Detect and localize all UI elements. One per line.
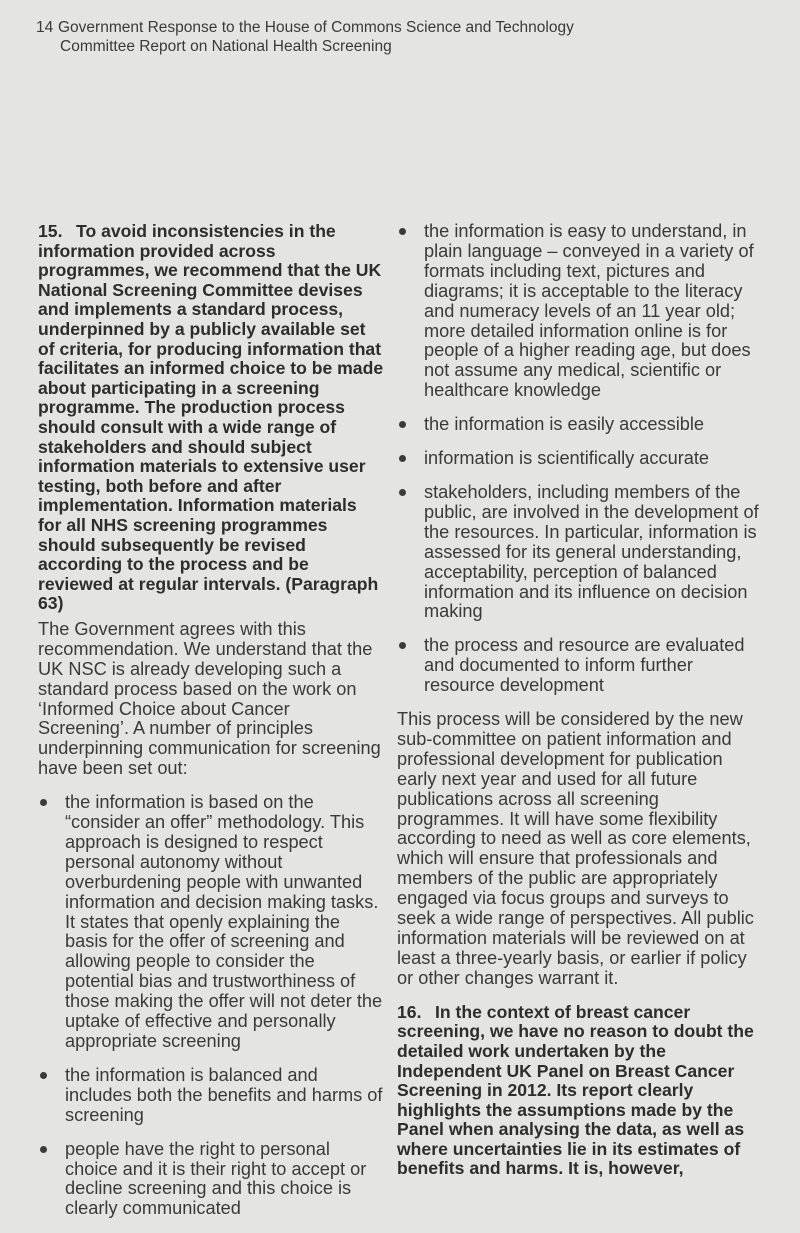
bullet-icon bbox=[399, 642, 406, 649]
bullet-icon bbox=[399, 455, 406, 462]
list-item-text: stakeholders, including members of the public, are involved in the development of the resources. In particular, information is assessed for its general understanding, acceptability, perception of balanced information and its influence on decision making bbox=[424, 481, 759, 622]
recommendation-number: 15. bbox=[38, 221, 63, 241]
bullet-icon bbox=[40, 799, 47, 806]
right-column bbox=[397, 222, 767, 1185]
list-item-text: the information is based on the “consider an offer” methodology. This approach is designed to respect personal autonomy without overburdening people with unwanted information and decision making tasks. It states that openly explaining the basis for the offer of screening and allowing people to consider the potential bias and trustworthiness of those making the offer will not deter the uptake of effective and personally appropriate screening bbox=[65, 792, 383, 1051]
list-item-text: the information is easily accessible bbox=[424, 414, 705, 435]
government-response: The Government agrees with this recommendation. We understand that the UK NSC is already developing such a standard process based on the work on ‘Informed Choice about Cancer Screening’. A number of principles underpinning communication for screening have been set out: bbox=[38, 618, 381, 779]
list-item-text: the process and resource are evaluated and documented to inform further resource development bbox=[424, 635, 745, 696]
header-title-line-1: Government Response to the House of Commons Science and Technology bbox=[58, 19, 574, 36]
left-column bbox=[38, 222, 384, 1233]
principles-list-left bbox=[38, 793, 384, 1219]
page-header bbox=[36, 18, 776, 56]
list-item-text: information is scientifically accurate bbox=[424, 448, 710, 469]
recommendation-text: To avoid inconsistencies in the information provided across programmes, we recommend that the UK National Screening Committee devises and implements a standard process, underpinned by a publicly available set of criteria, for producing information that facilitates an informed choice to be made about participating in a screening programme. The production process should consult with a wide range of stakeholders and should subject information materials to extensive user testing, both before and after implementation. Information materials for all NHS screening programmes should subsequently be revised according to the process and be reviewed at regular intervals. (Paragraph 63) bbox=[38, 221, 384, 614]
list-item bbox=[38, 793, 384, 1052]
process-paragraph: This process will be considered by the new sub-committee on patient information and professional development for publication early next year and used for all future publications across all screening programmes. It will have some flexibility according to need as well as core elements, which will ensure that professionals and members of the public are appropriately engaged via focus groups and surveys to seek a wide range of perspectives. All public information materials will be reviewed on at least a three-yearly basis, or earlier if policy or other changes warrant it. bbox=[397, 709, 754, 988]
list-item bbox=[397, 449, 767, 469]
recommendation-text: In the context of breast cancer screening, we have no reason to doubt the detailed work undertaken by the Independent UK Panel on Breast Cancer Screening in 2012. Its report clearly highlights the assumptions made by the Panel when analysing the data, as well as where uncertainties lie in its estimates of benefits and harms. It is, however, bbox=[397, 1001, 754, 1179]
bullet-icon bbox=[399, 489, 406, 496]
list-item bbox=[397, 415, 767, 435]
list-item bbox=[397, 636, 767, 696]
list-item bbox=[38, 1066, 384, 1126]
bullet-icon bbox=[399, 228, 406, 235]
list-item-text: people have the right to personal choice and it is their right to accept or decline screening and this choice is clearly communicated bbox=[65, 1138, 367, 1219]
bullet-icon bbox=[40, 1072, 47, 1079]
page-number: 14 bbox=[36, 19, 54, 36]
header-line-1 bbox=[36, 18, 776, 37]
list-item bbox=[38, 1140, 384, 1220]
recommendation-16 bbox=[397, 1003, 767, 1179]
recommendation-15 bbox=[38, 222, 384, 614]
recommendation-number: 16. bbox=[397, 1001, 422, 1022]
bullet-icon bbox=[40, 1146, 47, 1153]
list-item-text: the information is easy to understand, in plain language – conveyed in a variety of formats including text, pictures and diagrams; it is acceptable to the literacy and numeracy levels of an 11 year old; more detailed information online is for people of a higher reading age, but does not assume any medical, scientific or healthcare knowledge bbox=[424, 221, 754, 401]
principles-list-right bbox=[397, 222, 767, 696]
list-item-text: the information is balanced and includes both the benefits and harms of screening bbox=[65, 1064, 383, 1125]
list-item bbox=[397, 222, 767, 401]
list-item bbox=[397, 483, 767, 622]
header-title-line-2: Committee Report on National Health Screening bbox=[60, 38, 392, 55]
bullet-icon bbox=[399, 421, 406, 428]
